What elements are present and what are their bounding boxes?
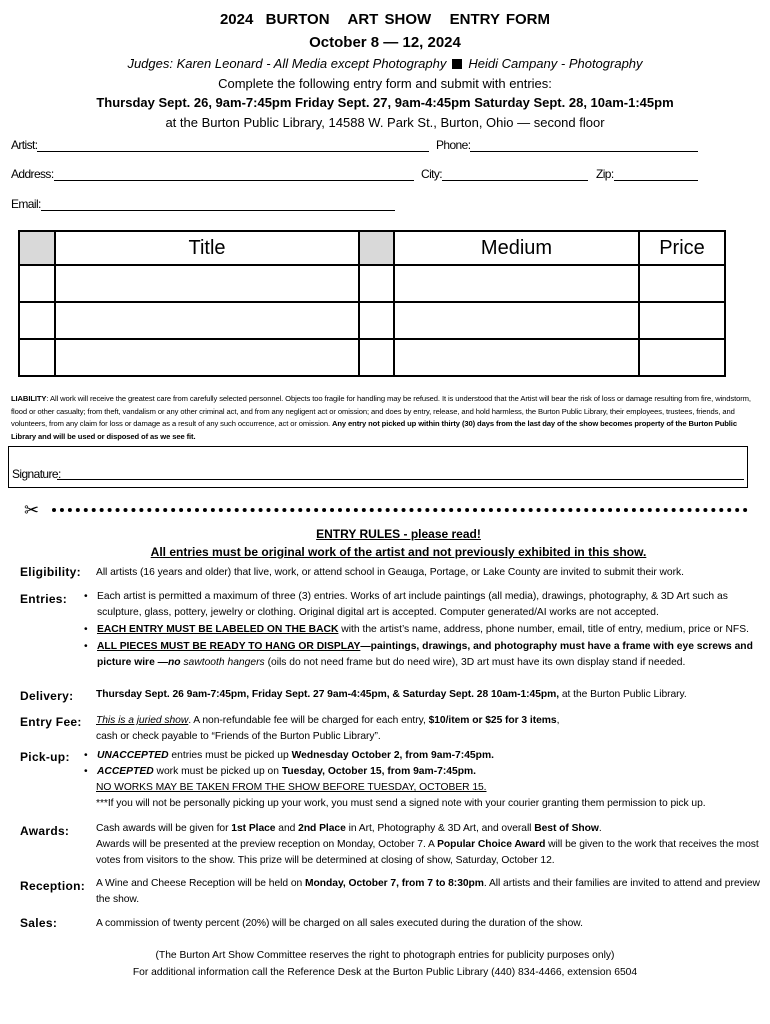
zip-field[interactable] (596, 167, 698, 181)
address-field[interactable] (11, 167, 414, 181)
awards-label: Awards: (20, 824, 70, 838)
table-row (19, 302, 725, 339)
entry-title-cell[interactable] (55, 339, 359, 376)
entry-blank-cell[interactable] (359, 339, 394, 376)
signature-line[interactable] (57, 479, 744, 480)
eligibility-text: All artists (16 years and older) that live, work, or attend school in Geauga, Portage, or Lake County are invited to submit their work. (96, 567, 684, 578)
entry-fee-text: This is a juried show. A non-refundable fee will be charged for each entry, $10/item or $25 for 3 items, cash or check payable to “Friends of the Burton Public Library”. (96, 715, 560, 742)
table-header-row (19, 231, 725, 265)
entry-blank-cell[interactable] (359, 302, 394, 339)
address-input-line[interactable] (54, 168, 414, 181)
entry-price-cell[interactable] (639, 302, 725, 339)
email-label: Email: (11, 197, 41, 211)
entry-medium-cell[interactable] (394, 265, 639, 302)
artist-input-line[interactable] (37, 139, 429, 152)
show-dates: October 8 — 12, 2024 (309, 34, 461, 51)
city-input-line[interactable] (442, 168, 588, 181)
entry-blank-cell[interactable] (359, 265, 394, 302)
judge-2: Heidi Campany - Photography (468, 56, 643, 71)
entries-bullet-1: • Each artist is permitted a maximum of three (3) entries. Works of art include paintings (all media), drawings, photography, & 3D Art such as sculpture, glass, pottery, jewelry or clothing. Original digital art is accepted. Computer generated/AI works are not accepted. (84, 591, 728, 618)
zip-input-line[interactable] (614, 168, 698, 181)
entries-label: Entries: (20, 592, 68, 606)
location: at the Burton Public Library, 14588 W. Park St., Burton, Ohio — second floor (165, 115, 605, 130)
judge-1: Judges: Karen Leonard - All Media except Photography (127, 56, 447, 71)
email-field[interactable] (11, 197, 395, 211)
artist-label: Artist: (11, 138, 38, 152)
entry-fee-label: Entry Fee: (20, 715, 82, 729)
phone-label: Phone: (436, 138, 471, 152)
reception-label: Reception: (20, 879, 86, 893)
entry-price-cell[interactable] (639, 265, 725, 302)
signature-box[interactable] (8, 446, 748, 488)
entries-bullet-3: • ALL PIECES MUST BE READY TO HANG OR DISPLAY—paintings, drawings, and photography must have a frame with eye screws and picture wire —no sawtooth hangers (oils do not need frame but do need wire), 3D art must have its own display stand if needed. (84, 641, 753, 668)
liability-statement (11, 393, 751, 443)
footer-contact: For additional information call the Reference Desk at the Burton Public Library (440) 834-4466, extension 6504 (132, 967, 638, 978)
phone-field[interactable] (436, 138, 698, 152)
col-blank-header (359, 231, 394, 265)
entries-table (18, 230, 726, 377)
eligibility-label: Eligibility: (20, 565, 81, 579)
col-number-header (19, 231, 55, 265)
liability-text: : All work will receive the greatest care from carefully selected personnel. Objects too fragile for handling may be refused. It is understood that the Artist will bear the risk of loss or damage resulting from fire, windstorm, flood or other casualty; from theft, vandalism or any other criminal act, and from any negligent act or omission; and does by entry, release, and hold harmless, the Burton Public Library, their employees, trustees, friends, and volunteers, from any claim for loss or damage as a result of any such occurrence, act or omission. (11, 394, 751, 428)
table-row (19, 265, 725, 302)
entry-number-cell[interactable] (19, 339, 55, 376)
entry-medium-cell[interactable] (394, 302, 639, 339)
entry-medium-cell[interactable] (394, 339, 639, 376)
liability-label: LIABILITY (11, 394, 47, 403)
liability-bold-text: Any entry not picked up within thirty (30) days from the last day of the show becomes property of the Burton Public Library and will be used or disposed of as we see fit. (11, 419, 737, 441)
scissors-icon: ✂ (24, 500, 40, 520)
rules-subheading: All entries must be original work of the artist and not previously exhibited in this show. (150, 545, 647, 559)
entry-number-cell[interactable] (19, 265, 55, 302)
rules-heading: ENTRY RULES - please read! (316, 527, 481, 541)
signature-label: Signature: (12, 467, 61, 481)
col-title-header: Title (55, 231, 359, 265)
entries-bullet-2: • EACH ENTRY MUST BE LABELED ON THE BACK with the artist’s name, address, phone number, email, title of entry, medium, price or NFS. (84, 624, 749, 635)
footer-photo-note: (The Burton Art Show Committee reserves the right to photograph entries for publicity purposes only) (155, 950, 615, 961)
form-title: 2024 BURTON ART SHOW ENTRY FORM (219, 11, 551, 28)
city-label: City: (421, 167, 443, 181)
artist-field[interactable] (11, 138, 429, 152)
square-bullet-icon (452, 59, 462, 69)
pickup-bullet-1: • UNACCEPTED entries must be picked up Wednesday October 2, from 9am-7:45pm. (84, 750, 494, 761)
pickup-warning: NO WORKS MAY BE TAKEN FROM THE SHOW BEFORE TUESDAY, OCTOBER 15. ***If you will not be personally picking up your work, you must send a signed note with your courier granting them permission to pick up. (96, 782, 706, 809)
table-row (19, 339, 725, 376)
col-medium-header: Medium (394, 231, 639, 265)
col-price-header: Price (639, 231, 725, 265)
entry-number-cell[interactable] (19, 302, 55, 339)
delivery-label: Delivery: (20, 689, 74, 703)
delivery-text: Thursday Sept. 26 9am-7:45pm, Friday Sept. 27 9am-4:45pm, & Saturday Sept. 28 10am-1:45pm, at the Burton Public Library. (96, 689, 687, 700)
entry-title-cell[interactable] (55, 265, 359, 302)
sales-text: A commission of twenty percent (20%) will be charged on all sales executed during the duration of the show. (96, 918, 583, 929)
entry-title-cell[interactable] (55, 302, 359, 339)
sales-label: Sales: (20, 916, 58, 930)
email-input-line[interactable] (41, 198, 395, 211)
phone-input-line[interactable] (470, 139, 698, 152)
zip-label: Zip: (596, 167, 614, 181)
pickup-bullet-2: • ACCEPTED work must be picked up on Tuesday, October 15, from 9am-7:45pm. (84, 766, 477, 777)
submission-times: Thursday Sept. 26, 9am-7:45pm Friday Sept. 27, 9am-4:45pm Saturday Sept. 28, 10am-1:45pm (96, 95, 674, 110)
address-label: Address: (11, 167, 54, 181)
entry-price-cell[interactable] (639, 339, 725, 376)
awards-text: Cash awards will be given for 1st Place and 2nd Place in Art, Photography & 3D Art, and overall Best of Show. Awards will be presented at the preview reception on Monday, October 7. A Popular Choice Award will be given to the work that receives the most votes from visitors to the show. This prize will be determined at closing of show, Saturday, October 12. (96, 823, 759, 866)
city-field[interactable] (421, 167, 588, 181)
reception-text: A Wine and Cheese Reception will be held on Monday, October 7, from 7 to 8:30pm. All artists and their families are invited to attend and preview the show. (96, 878, 760, 905)
judges-line (0, 56, 770, 71)
cut-line (52, 508, 748, 512)
instructions: Complete the following entry form and submit with entries: (218, 76, 552, 91)
pickup-label: Pick-up: (20, 750, 70, 764)
